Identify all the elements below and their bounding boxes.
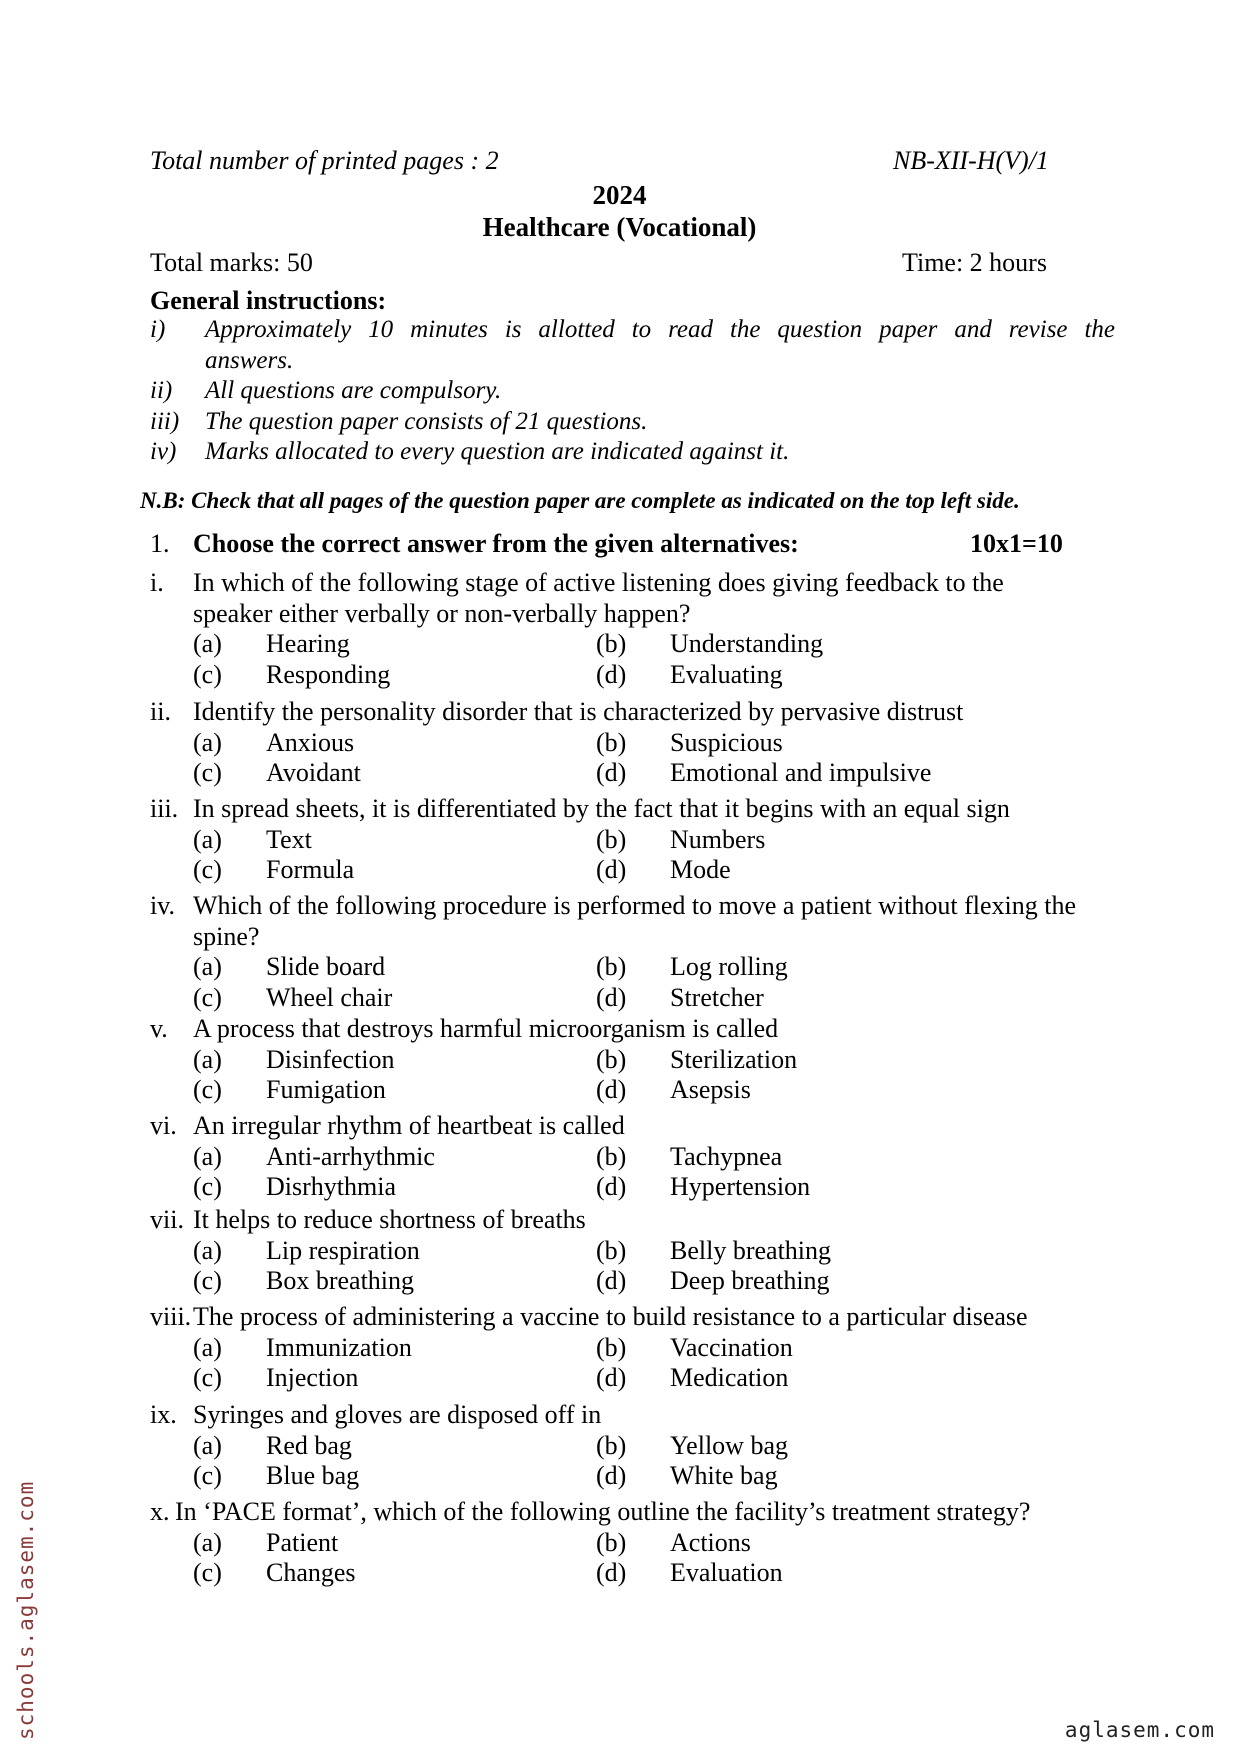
nb-note: N.B: Check that all pages of the question paper are complete as indicated on the top left side.: [140, 488, 1020, 513]
option-text: Medication: [670, 1363, 789, 1392]
option-label: (b): [596, 952, 627, 981]
option-label: (a): [193, 1332, 222, 1362]
option-text: Disrhythmia: [266, 1172, 396, 1201]
option-label: (c): [193, 758, 222, 787]
option-text: Responding: [266, 659, 391, 689]
question-text: Syringes and gloves are disposed off in: [193, 1400, 602, 1429]
option-label: (a): [193, 1235, 222, 1265]
option-text: Asepsis: [670, 1075, 751, 1104]
option-label: (d): [596, 1266, 627, 1295]
option-label: (d): [596, 1558, 627, 1587]
instructions-title: General instructions:: [150, 286, 387, 315]
option-text: Belly breathing: [670, 1235, 832, 1265]
question-number: x.: [150, 1497, 170, 1526]
subject-title: Healthcare (Vocational): [482, 212, 757, 242]
exam-year: 2024: [592, 180, 647, 210]
option-label: (d): [596, 855, 627, 884]
instruction-num: iii): [150, 408, 180, 435]
question-text: In spread sheets, it is differentiated by the fact that it begins with an equal sign: [193, 794, 1010, 823]
instruction-text: All questions are compulsory.: [205, 377, 502, 404]
option-text: Vaccination: [670, 1332, 793, 1362]
question-number: vi.: [150, 1111, 177, 1140]
option-label: (c): [193, 1266, 222, 1295]
option-text: Anxious: [266, 727, 355, 757]
option-text: Log rolling: [670, 952, 788, 981]
question-text: Identify the personality disorder that is characterized by pervasive distrust: [193, 697, 964, 726]
instruction-num: iv): [150, 438, 177, 465]
question-text-cont: spine?: [193, 921, 260, 951]
instruction-text: Marks allocated to every question are indicated against it.: [205, 438, 790, 465]
option-text: Text: [266, 824, 312, 854]
option-text: Disinfection: [266, 1044, 395, 1074]
option-label: (c): [193, 982, 222, 1012]
option-text: Hypertension: [670, 1172, 811, 1201]
question-number: vii.: [150, 1205, 184, 1234]
option-label: (a): [193, 1527, 222, 1557]
option-text: Avoidant: [266, 758, 361, 787]
instruction-num: i): [150, 316, 166, 343]
option-text: Sterilization: [670, 1044, 798, 1074]
question-number: ii.: [150, 697, 171, 726]
option-label: (a): [193, 952, 222, 981]
option-text: Yellow bag: [670, 1430, 788, 1460]
section-title: Choose the correct answer from the given alternatives:: [193, 529, 799, 558]
option-label: (a): [193, 727, 222, 757]
option-text: Evaluating: [670, 659, 783, 689]
option-text: Fumigation: [266, 1075, 386, 1104]
option-text: Stretcher: [670, 982, 764, 1012]
option-label: (b): [596, 1141, 627, 1171]
option-text: Wheel chair: [266, 982, 393, 1012]
total-marks: Total marks: 50: [150, 248, 313, 277]
option-label: (c): [193, 1558, 222, 1587]
option-label: (a): [193, 1141, 222, 1171]
option-label: (c): [193, 1461, 222, 1490]
option-text: Hearing: [266, 629, 350, 658]
option-text: Tachypnea: [670, 1141, 783, 1171]
option-text: Deep breathing: [670, 1266, 830, 1295]
question-text: Which of the following procedure is performed to move a patient without flexing the: [193, 891, 1077, 920]
question-number: iii.: [150, 794, 179, 823]
option-label: (b): [596, 629, 627, 658]
option-label: (b): [596, 727, 627, 757]
instruction-text-cont: answers.: [205, 347, 294, 374]
option-text: Red bag: [266, 1430, 352, 1460]
paper-code: NB-XII-H(V)/1: [893, 146, 1049, 175]
option-label: (d): [596, 1363, 627, 1392]
option-label: (c): [193, 659, 222, 689]
option-text: Injection: [266, 1363, 359, 1392]
option-text: Emotional and impulsive: [670, 758, 932, 787]
option-label: (d): [596, 1172, 627, 1201]
option-text: Mode: [670, 855, 731, 884]
option-text: Anti-arrhythmic: [266, 1141, 435, 1171]
option-text: Patient: [266, 1527, 339, 1557]
option-label: (c): [193, 1075, 222, 1104]
option-text: Actions: [670, 1527, 751, 1557]
question-text: A process that destroys harmful microorganism is called: [193, 1014, 779, 1043]
option-label: (d): [596, 758, 627, 787]
question-number: v.: [150, 1014, 168, 1043]
option-text: Immunization: [266, 1332, 412, 1362]
question-text: An irregular rhythm of heartbeat is called: [193, 1111, 625, 1140]
option-text: Blue bag: [266, 1461, 360, 1490]
option-text: Suspicious: [670, 727, 783, 757]
option-label: (b): [596, 824, 627, 854]
section-marks: 10x1=10: [970, 529, 1063, 558]
question-text: It helps to reduce shortness of breaths: [193, 1205, 586, 1234]
option-label: (a): [193, 629, 222, 658]
option-text: Lip respiration: [266, 1235, 420, 1265]
option-text: White bag: [670, 1461, 778, 1490]
question-text: In which of the following stage of active listening does giving feedback to the: [193, 568, 1004, 597]
option-text: Changes: [266, 1558, 356, 1587]
option-label: (d): [596, 1075, 627, 1104]
question-text-cont: speaker either verbally or non-verbally happen?: [193, 598, 691, 628]
question-number: i.: [150, 568, 164, 597]
option-label: (b): [596, 1430, 627, 1460]
option-label: (c): [193, 1172, 222, 1201]
option-label: (a): [193, 1430, 222, 1460]
option-text: Evaluation: [670, 1558, 783, 1587]
option-text: Numbers: [670, 824, 766, 854]
option-text: Formula: [266, 855, 355, 884]
option-label: (a): [193, 824, 222, 854]
option-label: (c): [193, 855, 222, 884]
instruction-text: The question paper consists of 21 questions.: [205, 408, 648, 435]
option-label: (b): [596, 1044, 627, 1074]
question-number: ix.: [150, 1400, 177, 1429]
question-text: In ‘PACE format’, which of the following outline the facility’s treatment strategy?: [175, 1497, 1031, 1526]
question-number: iv.: [150, 891, 176, 920]
option-label: (d): [596, 659, 627, 689]
question-text: The process of administering a vaccine to build resistance to a particular disease: [193, 1302, 1028, 1331]
option-label: (a): [193, 1044, 222, 1074]
bottom-watermark: aglasem.com: [1064, 1718, 1215, 1742]
option-label: (d): [596, 982, 627, 1012]
time-allowed: Time: 2 hours: [902, 248, 1047, 277]
option-label: (b): [596, 1527, 627, 1557]
instruction-text: Approximately 10 minutes is allotted to read the question paper and revise the: [205, 316, 1115, 343]
option-text: Understanding: [670, 629, 824, 658]
section-number: 1.: [150, 529, 170, 558]
instruction-num: ii): [150, 377, 173, 404]
option-text: Box breathing: [266, 1266, 415, 1295]
page-count: Total number of printed pages : 2: [150, 146, 499, 175]
option-label: (b): [596, 1332, 627, 1362]
question-number: viii.: [150, 1302, 192, 1331]
option-text: Slide board: [266, 952, 386, 981]
side-watermark: schools.aglasem.com: [14, 1480, 38, 1740]
option-label: (c): [193, 1363, 222, 1392]
option-label: (b): [596, 1235, 627, 1265]
option-label: (d): [596, 1461, 627, 1490]
